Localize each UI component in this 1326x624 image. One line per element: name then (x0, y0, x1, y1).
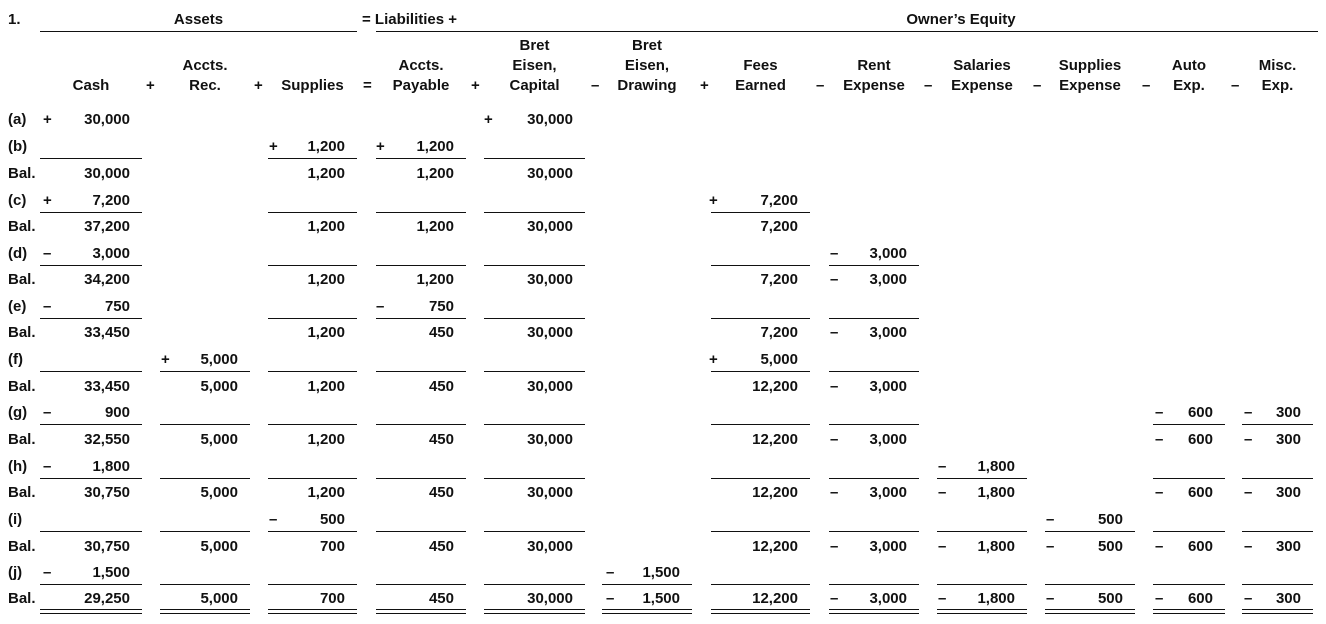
underline-rule (40, 584, 142, 585)
underline-rule (268, 265, 357, 266)
amount-value: 7,200 (92, 192, 130, 209)
amount-value: 600 (1187, 538, 1213, 555)
amount-value: 30,000 (527, 431, 573, 448)
amount-sign: – (1155, 590, 1164, 607)
amount-value: 32,550 (84, 431, 130, 448)
amount-value: 5,000 (200, 378, 238, 395)
row-label: (a) (8, 111, 27, 128)
amount-value: 300 (1275, 484, 1301, 501)
amount-value: 12,200 (752, 590, 798, 607)
underline-rule (484, 531, 585, 532)
amount-sign: + (484, 111, 493, 128)
amount-value: 500 (319, 511, 345, 528)
column-header-line: Bret (519, 37, 550, 54)
amount-sign: – (1244, 484, 1253, 501)
column-header-line: Rec. (189, 77, 221, 94)
underline-rule (376, 212, 466, 213)
amount-value: 30,000 (527, 378, 573, 395)
underline-rule (160, 371, 250, 372)
row-label: Bal. (8, 271, 36, 288)
amount-value: 1,200 (416, 271, 454, 288)
row-label: (c) (8, 192, 27, 209)
amount-sign: – (43, 458, 52, 475)
underline-rule (1242, 478, 1313, 479)
row-label: (g) (8, 404, 28, 421)
column-header-line: Eisen, (512, 57, 557, 74)
underline-rule (829, 265, 919, 266)
amount-sign: – (938, 484, 947, 501)
amount-sign: – (1244, 590, 1253, 607)
underline-rule (1045, 584, 1135, 585)
group-assets: Assets (173, 11, 224, 28)
operator-sign: + (254, 77, 263, 94)
amount-value: 12,200 (752, 538, 798, 555)
amount-sign: – (606, 564, 615, 581)
underline-rule (484, 265, 585, 266)
column-header-line: Eisen, (624, 57, 670, 74)
amount-value: 450 (428, 538, 454, 555)
amount-value: 450 (428, 324, 454, 341)
amount-value: 3,000 (869, 378, 907, 395)
row-label: Bal. (8, 324, 36, 341)
amount-value: 1,200 (307, 138, 345, 155)
underline-rule (829, 584, 919, 585)
amount-sign: + (43, 111, 52, 128)
problem-number: 1. (8, 11, 21, 28)
amount-sign: – (938, 538, 947, 555)
amount-sign: – (830, 590, 839, 607)
amount-sign: – (938, 590, 947, 607)
underline-rule (160, 584, 250, 585)
double-underline-rule (160, 609, 250, 614)
column-header-line: Drawing (617, 77, 677, 94)
amount-value: 1,200 (307, 218, 345, 235)
underline-rule (268, 531, 357, 532)
column-header-line: Earned (735, 77, 786, 94)
column-header-line: Expense (951, 77, 1013, 94)
amount-value: 450 (428, 378, 454, 395)
column-header-line: Salaries (953, 57, 1011, 74)
operator-sign: – (591, 77, 600, 94)
amount-sign: – (606, 590, 615, 607)
amount-value: 30,750 (84, 484, 130, 501)
underline-rule (711, 371, 810, 372)
amount-value: 30,000 (527, 538, 573, 555)
amount-value: 300 (1275, 590, 1301, 607)
amount-value: 12,200 (752, 431, 798, 448)
amount-sign: – (830, 378, 839, 395)
amount-sign: – (376, 298, 385, 315)
underline-rule (268, 318, 357, 319)
column-header-line: Bret (631, 37, 662, 54)
double-underline-rule (1153, 609, 1225, 614)
row-label: Bal. (8, 378, 36, 395)
underline-rule (268, 212, 357, 213)
amount-sign: – (43, 564, 52, 581)
amount-sign: – (830, 538, 839, 555)
amount-value: 30,000 (527, 165, 573, 182)
double-underline-rule (1045, 609, 1135, 614)
double-underline-rule (711, 609, 810, 614)
amount-value: 29,250 (84, 590, 130, 607)
amount-sign: – (1244, 431, 1253, 448)
amount-sign: – (830, 324, 839, 341)
amount-sign: + (269, 138, 278, 155)
underline-rule (1242, 424, 1313, 425)
column-header-line: Expense (843, 77, 905, 94)
amount-value: 900 (104, 404, 130, 421)
amount-value: 30,000 (527, 218, 573, 235)
amount-value: 1,200 (307, 431, 345, 448)
amount-value: 30,000 (527, 590, 573, 607)
amount-sign: – (1155, 538, 1164, 555)
underline-rule (829, 424, 919, 425)
amount-value: 30,750 (84, 538, 130, 555)
amount-value: 450 (428, 590, 454, 607)
amount-value: 3,000 (869, 324, 907, 341)
row-label: Bal. (8, 484, 36, 501)
underline-rule (829, 478, 919, 479)
underline-rule (376, 158, 466, 159)
amount-value: 37,200 (84, 218, 130, 235)
assets-rule (40, 31, 357, 32)
amount-value: 1,200 (416, 138, 454, 155)
underline-rule (711, 584, 810, 585)
amount-value: 1,200 (307, 484, 345, 501)
operator-sign: + (146, 77, 155, 94)
amount-sign: + (709, 192, 718, 209)
row-label: Bal. (8, 431, 36, 448)
underline-rule (40, 531, 142, 532)
amount-sign: – (1155, 404, 1164, 421)
amount-sign: – (1244, 538, 1253, 555)
row-label: (i) (8, 511, 23, 528)
operator-sign: – (816, 77, 825, 94)
underline-rule (376, 478, 466, 479)
amount-value: 3,000 (92, 245, 130, 262)
underline-rule (40, 265, 142, 266)
amount-value: 33,450 (84, 378, 130, 395)
amount-value: 30,000 (84, 111, 130, 128)
double-underline-rule (376, 609, 466, 614)
double-underline-rule (602, 609, 692, 614)
column-header-line: Accts. (182, 57, 228, 74)
amount-value: 1,800 (977, 484, 1015, 501)
column-header-line: Rent (857, 57, 891, 74)
underline-rule (40, 424, 142, 425)
underline-rule (829, 371, 919, 372)
underline-rule (829, 531, 919, 532)
row-label: Bal. (8, 538, 36, 555)
underline-rule (484, 371, 585, 372)
underline-rule (484, 212, 585, 213)
amount-value: 30,000 (527, 324, 573, 341)
column-header-line: Supplies (1058, 57, 1122, 74)
row-label: (f) (8, 351, 23, 368)
amount-value: 700 (319, 538, 345, 555)
amount-value: 7,200 (760, 324, 798, 341)
amount-value: 300 (1275, 431, 1301, 448)
amount-value: 5,000 (760, 351, 798, 368)
underline-rule (268, 478, 357, 479)
underline-rule (1153, 478, 1225, 479)
amount-value: 30,000 (84, 165, 130, 182)
column-header-line: Fees (743, 57, 778, 74)
amount-value: 7,200 (760, 218, 798, 235)
underline-rule (376, 371, 466, 372)
amount-value: 1,500 (92, 564, 130, 581)
amount-value: 1,500 (642, 564, 680, 581)
amount-value: 300 (1275, 538, 1301, 555)
row-label: Bal. (8, 590, 36, 607)
amount-value: 3,000 (869, 590, 907, 607)
row-label: (b) (8, 138, 28, 155)
underline-rule (160, 478, 250, 479)
amount-value: 3,000 (869, 484, 907, 501)
amount-value: 1,800 (977, 538, 1015, 555)
underline-rule (937, 478, 1027, 479)
amount-sign: + (161, 351, 170, 368)
row-label: Bal. (8, 218, 36, 235)
row-label: (j) (8, 564, 23, 581)
underline-rule (40, 371, 142, 372)
amount-sign: – (938, 458, 947, 475)
column-header-line: Expense (1059, 77, 1121, 94)
underline-rule (376, 584, 466, 585)
amount-sign: – (43, 404, 52, 421)
underline-rule (376, 318, 466, 319)
underline-rule (484, 158, 585, 159)
amount-value: 1,800 (92, 458, 130, 475)
amount-value: 30,000 (527, 271, 573, 288)
amount-sign: – (830, 431, 839, 448)
column-header-line: Misc. (1258, 57, 1297, 74)
amount-sign: + (43, 192, 52, 209)
underline-rule (268, 158, 357, 159)
amount-sign: – (43, 245, 52, 262)
amount-value: 500 (1097, 511, 1123, 528)
amount-value: 3,000 (869, 538, 907, 555)
amount-value: 1,200 (307, 165, 345, 182)
operator-sign: – (1231, 77, 1240, 94)
amount-value: 500 (1097, 590, 1123, 607)
amount-value: 1,500 (642, 590, 680, 607)
amount-value: 750 (104, 298, 130, 315)
underline-rule (1045, 531, 1135, 532)
amount-sign: – (1046, 511, 1055, 528)
amount-value: 5,000 (200, 484, 238, 501)
amount-value: 7,200 (760, 192, 798, 209)
amount-value: 600 (1187, 484, 1213, 501)
double-underline-rule (268, 609, 357, 614)
row-label: (h) (8, 458, 28, 475)
amount-value: 3,000 (869, 431, 907, 448)
underline-rule (937, 531, 1027, 532)
amount-sign: – (1155, 431, 1164, 448)
liabilities-equity-rule (376, 31, 1318, 32)
amount-value: 600 (1187, 404, 1213, 421)
amount-value: 34,200 (84, 271, 130, 288)
operator-sign: – (1142, 77, 1151, 94)
operator-sign: = (363, 77, 372, 94)
underline-rule (1242, 531, 1313, 532)
double-underline-rule (829, 609, 919, 614)
group-owners-equity: Owner’s Equity (906, 11, 1016, 28)
underline-rule (376, 424, 466, 425)
column-header-line: Exp. (1261, 77, 1294, 94)
operator-sign: + (700, 77, 709, 94)
amount-value: 3,000 (869, 245, 907, 262)
amount-sign: – (269, 511, 278, 528)
amount-value: 5,000 (200, 590, 238, 607)
underline-rule (268, 371, 357, 372)
amount-value: 1,200 (416, 218, 454, 235)
amount-value: 1,800 (977, 590, 1015, 607)
row-label: Bal. (8, 165, 36, 182)
operator-sign: + (471, 77, 480, 94)
amount-value: 1,200 (307, 324, 345, 341)
underline-rule (484, 584, 585, 585)
column-header-line: Capital (509, 77, 560, 94)
amount-value: 5,000 (200, 538, 238, 555)
amount-sign: – (830, 484, 839, 501)
underline-rule (160, 424, 250, 425)
underline-rule (937, 584, 1027, 585)
double-underline-rule (484, 609, 585, 614)
operator-sign: – (1033, 77, 1042, 94)
underline-rule (376, 531, 466, 532)
double-underline-rule (40, 609, 142, 614)
underline-rule (711, 212, 810, 213)
underline-rule (711, 478, 810, 479)
underline-rule (40, 158, 142, 159)
underline-rule (829, 318, 919, 319)
amount-value: 450 (428, 431, 454, 448)
underline-rule (484, 318, 585, 319)
underline-rule (711, 265, 810, 266)
amount-sign: – (1244, 404, 1253, 421)
underline-rule (711, 531, 810, 532)
underline-rule (1242, 584, 1313, 585)
amount-sign: + (709, 351, 718, 368)
amount-value: 1,200 (307, 271, 345, 288)
amount-value: 30,000 (527, 484, 573, 501)
underline-rule (484, 478, 585, 479)
column-header-line: Cash (72, 77, 110, 94)
underline-rule (1153, 531, 1225, 532)
underline-rule (1153, 584, 1225, 585)
amount-value: 450 (428, 484, 454, 501)
amount-sign: – (830, 245, 839, 262)
underline-rule (602, 584, 692, 585)
underline-rule (484, 424, 585, 425)
amount-value: 5,000 (200, 431, 238, 448)
amount-value: 750 (428, 298, 454, 315)
amount-value: 12,200 (752, 378, 798, 395)
amount-value: 3,000 (869, 271, 907, 288)
underline-rule (711, 318, 810, 319)
amount-sign: – (1046, 590, 1055, 607)
row-label: (e) (8, 298, 27, 315)
amount-value: 1,200 (307, 378, 345, 395)
amount-value: 600 (1187, 590, 1213, 607)
group-liabilities: = Liabilities + (362, 11, 458, 28)
amount-sign: – (1155, 484, 1164, 501)
amount-sign: – (1046, 538, 1055, 555)
amount-value: 600 (1187, 431, 1213, 448)
amount-value: 5,000 (200, 351, 238, 368)
column-header-line: Accts. (398, 57, 444, 74)
underline-rule (40, 318, 142, 319)
amount-value: 33,450 (84, 324, 130, 341)
underline-rule (40, 478, 142, 479)
amount-value: 700 (319, 590, 345, 607)
row-label: (d) (8, 245, 28, 262)
underline-rule (1153, 424, 1225, 425)
column-header-line: Auto (1171, 57, 1207, 74)
amount-value: 30,000 (527, 111, 573, 128)
amount-value: 300 (1275, 404, 1301, 421)
amount-sign: – (43, 298, 52, 315)
column-header-line: Payable (392, 77, 450, 94)
amount-value: 12,200 (752, 484, 798, 501)
amount-value: 7,200 (760, 271, 798, 288)
amount-value: 500 (1097, 538, 1123, 555)
underline-rule (376, 265, 466, 266)
column-header-line: Supplies (281, 77, 344, 94)
column-header-line: Exp. (1173, 77, 1205, 94)
double-underline-rule (937, 609, 1027, 614)
underline-rule (160, 531, 250, 532)
underline-rule (711, 424, 810, 425)
amount-value: 1,800 (977, 458, 1015, 475)
underline-rule (268, 584, 357, 585)
double-underline-rule (1242, 609, 1313, 614)
amount-sign: – (830, 271, 839, 288)
operator-sign: – (924, 77, 933, 94)
underline-rule (40, 212, 142, 213)
underline-rule (268, 424, 357, 425)
amount-sign: + (376, 138, 385, 155)
amount-value: 1,200 (416, 165, 454, 182)
